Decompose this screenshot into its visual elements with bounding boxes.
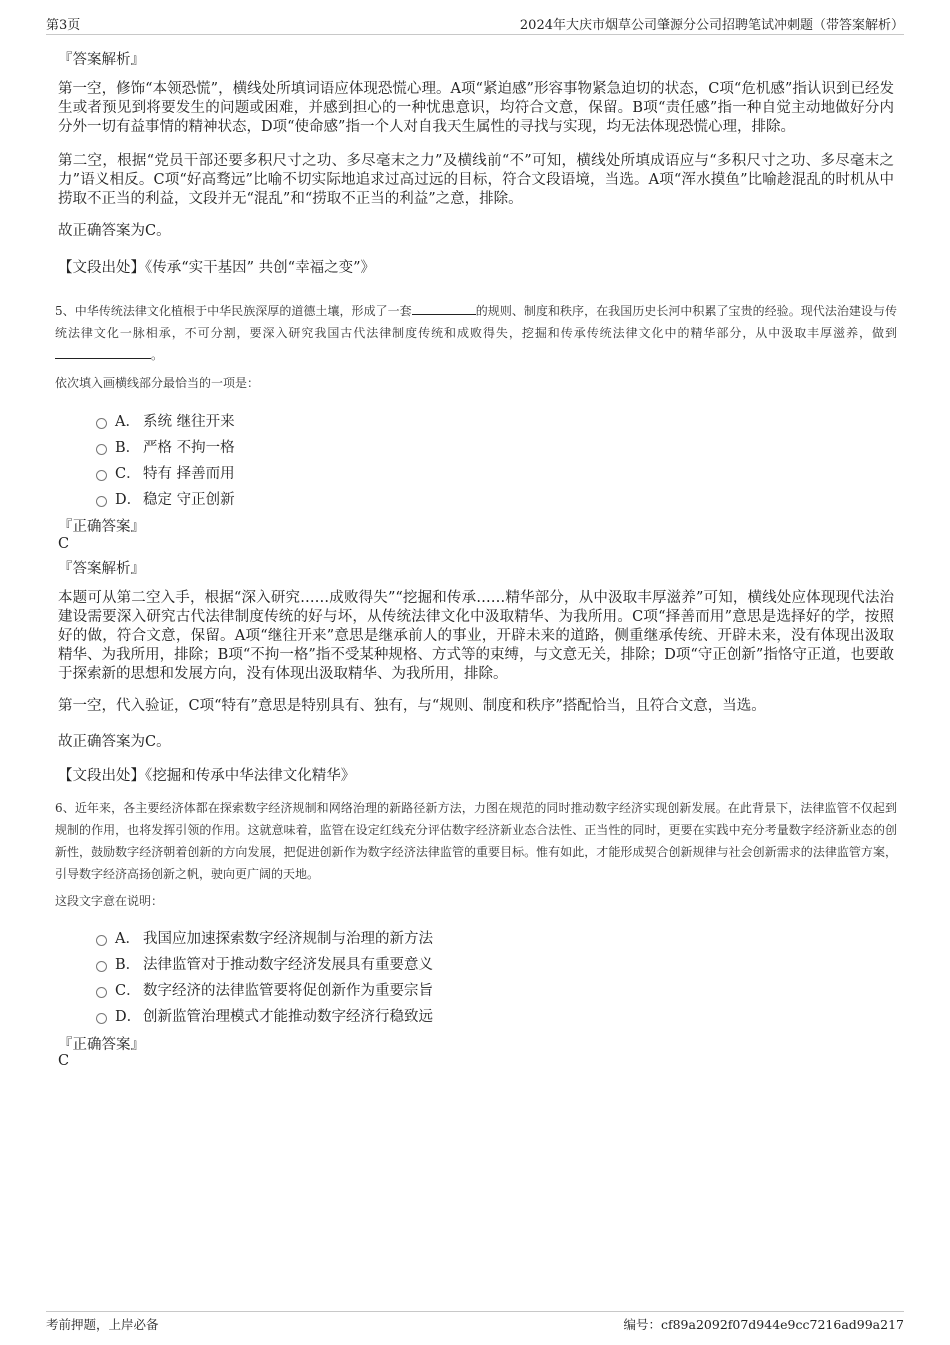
radio-icon[interactable] [96, 987, 107, 998]
document-title: 2024年大庆市烟草公司肇源分公司招聘笔试冲刺题（带答案解析） [519, 18, 904, 33]
question-prompt: 依次填入画横线部分最恰当的一项是： [55, 376, 260, 390]
source-citation: 【文段出处】《挖掘和传承中华法律文化精华》 [58, 768, 356, 784]
document-id: 编号：cf89a2092f07d944e9cc7216ad99a217 [623, 1317, 904, 1332]
conclusion: 故正确答案为C。 [58, 734, 171, 750]
radio-icon[interactable] [96, 961, 107, 972]
conclusion: 故正确答案为C。 [58, 223, 171, 239]
analysis-label: 『答案解析』 [58, 561, 145, 577]
option-key: D． [115, 492, 142, 508]
analysis-label: 『答案解析』 [58, 52, 145, 68]
option-b[interactable] [96, 953, 433, 973]
radio-icon[interactable] [96, 935, 107, 946]
analysis-paragraph: 第一空，修饰“本领恐慌”，横线处所填词语应体现恐慌心理。A项“紧迫感”形容事物紧急迫切的状态，C项“危机感”指认识到已经发生或者预见到将要发生的问题或困难，并感到担心的一种忧患意识，均符合文意，保留。B项“责任感”指一种自觉主动地做好分内分外一切有益事情的精神状态，D项“使命感”指一个人对自我天生属性的寻找与实现，均无法体现恐慌心理，排除。 [58, 81, 894, 135]
option-text: 创新监管治理模式才能推动数字经济行稳致远 [143, 1009, 433, 1025]
correct-answer-label: 『正确答案』 [58, 519, 145, 535]
radio-icon[interactable] [96, 418, 107, 429]
answer-blank [412, 302, 476, 315]
option-text: 法律监管对于推动数字经济发展具有重要意义 [143, 957, 433, 973]
option-key: C． [115, 466, 141, 482]
radio-icon[interactable] [96, 1013, 107, 1024]
option-a[interactable] [96, 410, 235, 430]
option-key: B． [115, 957, 141, 973]
radio-icon[interactable] [96, 496, 107, 507]
option-text: 特有 择善而用 [143, 466, 235, 482]
option-b[interactable] [96, 436, 235, 456]
correct-answer: C [58, 1053, 70, 1069]
answer-blank [55, 346, 151, 359]
option-key: C． [115, 983, 141, 999]
radio-icon[interactable] [96, 470, 107, 481]
analysis-paragraph: 本题可从第二空入手，根据“深入研究……成败得失”“挖掘和传承……精华部分，从中汲取丰厚滋养”可知，横线处应体现现代法治建设需要深入研究古代法律制度传统的好与坏，从传统法律文化中汲取精华、为我所用。C项“择善而用”意思是选择好的学，按照好的做，符合文意，保留。A项“继往开来”意思是继承前人的事业，开辟未来的道路，侧重继承传统、开辟未来，没有体现出汲取精华、为我所用，排除；B项“不拘一格”指不受某种规格、方式等的束缚，与文意无关，排除；D项“守正创新”指恪守正道，也要敢于探索新的思想和发展方向，没有体现出汲取精华、为我所用，排除。 [58, 590, 894, 682]
radio-icon[interactable] [96, 444, 107, 455]
option-c[interactable] [96, 462, 235, 482]
correct-answer-label: 『正确答案』 [58, 1037, 145, 1053]
source-citation: 【文段出处】《传承“实干基因” 共创“幸福之变”》 [58, 260, 376, 276]
footer-slogan: 考前押题，上岸必备 [46, 1317, 159, 1332]
option-text: 系统 继往开来 [143, 414, 235, 430]
question-stem: 6、近年来，各主要经济体都在探索数字经济规制和网络治理的新路径新方法，力图在规范的同时推动数字经济实现创新发展。在此背景下，法律监管不仅起到规制的作用，也将发挥引领的作用。这就意味着，监管在设定红线充分评估数字经济新业态合法性、正当性的同时，更要在实践中充分考量数字经济新业态的创新性，鼓励数字经济朝着创新的方向发展，把促进创新作为数字经济法律监管的重要目标。惟有如此，才能形成契合创新规律与社会创新需求的法律监管方案，引导数字经济高扬创新之帆，驶向更广阔的天地。 [55, 801, 897, 881]
stem-text: 的规则、制度和秩序，在我国历史长河中积累了宝贵的经验。现代法治建设与传统法律文化一脉相承，不可分割，要深入研究我国古代法律制度传统和成败得失，挖掘和传承传统法律文化中的精华部分，从中汲取丰厚滋养，做到 [55, 304, 897, 340]
question-prompt: 这段文字意在说明： [55, 894, 164, 908]
option-key: D． [115, 1009, 142, 1025]
option-a[interactable] [96, 927, 433, 947]
analysis-paragraph: 第一空，代入验证，C项“特有”意思是特别具有、独有，与“规则、制度和秩序”搭配恰当，且符合文意，当选。 [58, 698, 766, 714]
option-c[interactable] [96, 979, 433, 999]
option-text: 数字经济的法律监管要将促创新作为重要宗旨 [143, 983, 433, 999]
option-text: 我国应加速探索数字经济规制与治理的新方法 [143, 931, 433, 947]
page-footer [46, 1311, 904, 1335]
option-d[interactable] [96, 1005, 433, 1025]
option-key: A． [115, 931, 140, 947]
option-text: 严格 不拘一格 [143, 440, 235, 456]
option-d[interactable] [96, 488, 235, 508]
analysis-paragraph: 第二空，根据“党员干部还要多积尺寸之功、多尽毫末之力”及横线前“不”可知，横线处所填成语应与“多积尺寸之功、多尽毫末之力”语义相反。C项“好高骛远”比喻不切实际地追求过高过远的目标，符合文段语境，当选。A项“浑水摸鱼”比喻趁混乱的时机从中捞取不正当的利益，文段并无“混乱”和“捞取不正当的利益”之意，排除。 [58, 153, 894, 207]
option-text: 稳定 守正创新 [143, 492, 235, 508]
option-key: A． [115, 414, 140, 430]
option-key: B． [115, 440, 141, 456]
page-number: 第3页 [46, 18, 81, 33]
stem-text: 5、中华传统法律文化植根于中华民族深厚的道德土壤，形成了一套 [55, 304, 412, 318]
question-stem [55, 300, 897, 366]
page-header [46, 14, 904, 35]
stem-text: 。 [151, 348, 164, 362]
correct-answer: C [58, 536, 70, 552]
